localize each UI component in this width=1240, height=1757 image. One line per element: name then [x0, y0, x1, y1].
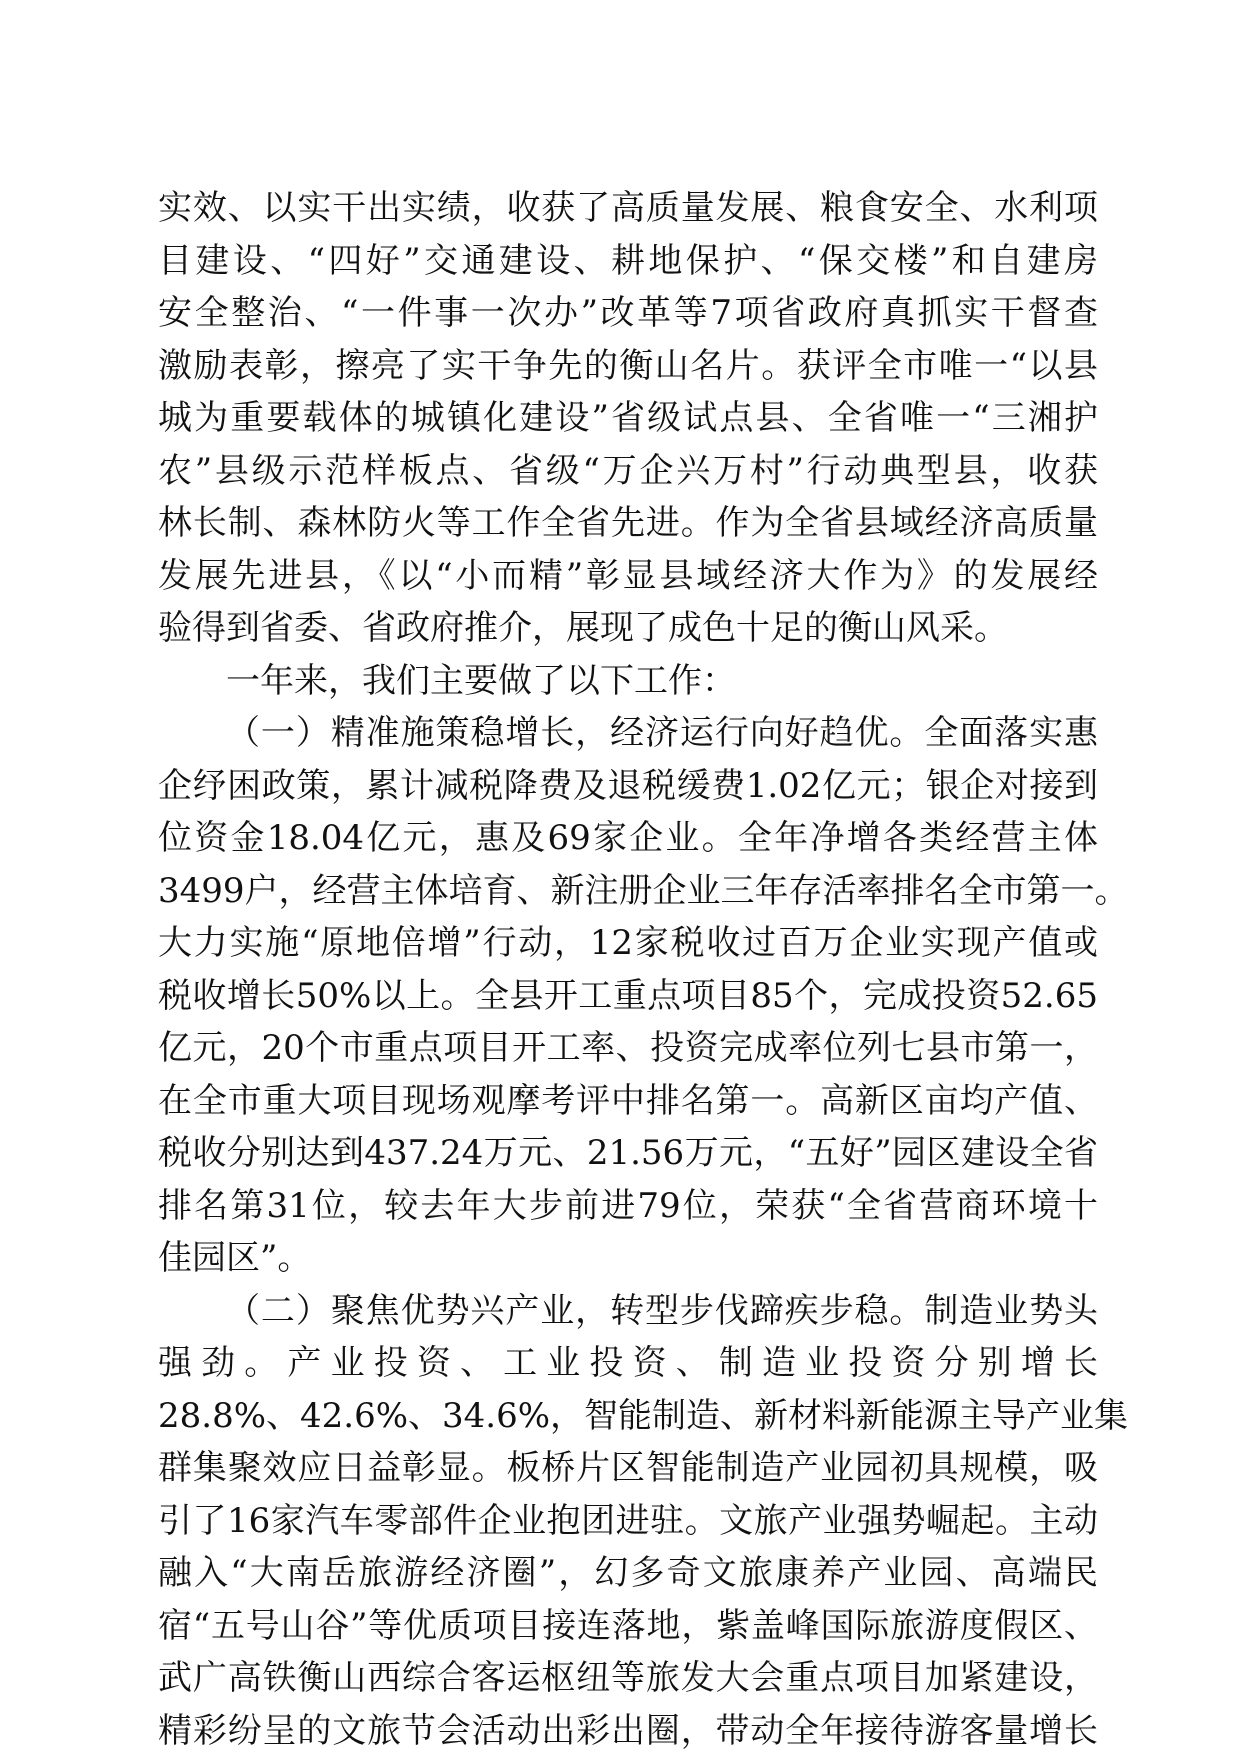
text-line-3: 安全整治、“一件事一次办”改革等7项省政府真抓实干督查 — [158, 287, 1098, 340]
text-line-29: 武广高铁衡山西综合客运枢纽等旅发大会重点项目加紧建设， — [158, 1652, 1098, 1705]
text-line-18: 在全市重大项目现场观摩考评中排名第一。高新区亩均产值、 — [158, 1075, 1098, 1128]
text-line-28: 宿“五号山谷”等优质项目接连落地，紫盖峰国际旅游度假区、 — [158, 1600, 1098, 1653]
body-text — [158, 182, 1098, 1757]
text-line-5: 城为重要载体的城镇化建设”省级试点县、全省唯一“三湘护 — [158, 392, 1098, 445]
text-line-8: 发展先进县，《以“小而精”彰显县域经济大作为》的发展经 — [158, 550, 1098, 603]
section-heading-2: （二）聚焦优势兴产业，转型步伐蹄疾步稳。制造业势头 — [158, 1285, 1098, 1338]
text-line-26: 引了16家汽车零部件企业抱团进驻。文旅产业强势崛起。主动 — [158, 1495, 1098, 1548]
text-line-17: 亿元，20个市重点项目开工率、投资完成率位列七县市第一， — [158, 1022, 1098, 1075]
text-line-9: 验得到省委、省政府推介，展现了成色十足的衡山风采。 — [158, 602, 1098, 655]
text-line-30: 精彩纷呈的文旅节会活动出彩出圈，带动全年接待游客量增长 — [158, 1705, 1098, 1757]
text-line-1: 实效、以实干出实绩，收获了高质量发展、粮食安全、水利项 — [158, 182, 1098, 235]
text-line-19: 税收分别达到437.24万元、21.56万元，“五好”园区建设全省 — [158, 1127, 1098, 1180]
text-line-4: 激励表彰，擦亮了实干争先的衡山名片。获评全市唯一“以县 — [158, 340, 1098, 393]
text-line-6: 农”县级示范样板点、省级“万企兴万村”行动典型县，收获 — [158, 445, 1098, 498]
text-line-14: 3499户，经营主体培育、新注册企业三年存活率排名全市第一。 — [158, 865, 1098, 918]
text-line-13: 位资金18.04亿元，惠及69家企业。全年净增各类经营主体 — [158, 812, 1098, 865]
text-line-24: 28.8%、42.6%、34.6%，智能制造、新材料新能源主导产业集 — [158, 1390, 1098, 1443]
text-line-20: 排名第31位，较去年大步前进79位，荣获“全省营商环境十 — [158, 1180, 1098, 1233]
text-line-12: 企纾困政策，累计减税降费及退税缓费1.02亿元；银企对接到 — [158, 760, 1098, 813]
text-line-16: 税收增长50%以上。全县开工重点项目85个，完成投资52.65 — [158, 970, 1098, 1023]
text-line-21: 佳园区”。 — [158, 1232, 1098, 1285]
section-heading-1: （一）精准施策稳增长，经济运行向好趋优。全面落实惠 — [158, 707, 1098, 760]
text-line-27: 融入“大南岳旅游经济圈”，幻多奇文旅康养产业园、高端民 — [158, 1547, 1098, 1600]
text-line-10: 一年来，我们主要做了以下工作： — [158, 655, 1098, 708]
text-line-7: 林长制、森林防火等工作全省先进。作为全省县域经济高质量 — [158, 497, 1098, 550]
text-line-25: 群集聚效应日益彰显。板桥片区智能制造产业园初具规模，吸 — [158, 1442, 1098, 1495]
text-line-15: 大力实施“原地倍增”行动，12家税收过百万企业实现产值或 — [158, 917, 1098, 970]
text-line-2: 目建设、“四好”交通建设、耕地保护、“保交楼”和自建房 — [158, 235, 1098, 288]
text-line-23: 强劲。产业投资、工业投资、制造业投资分别增长 — [158, 1337, 1098, 1390]
